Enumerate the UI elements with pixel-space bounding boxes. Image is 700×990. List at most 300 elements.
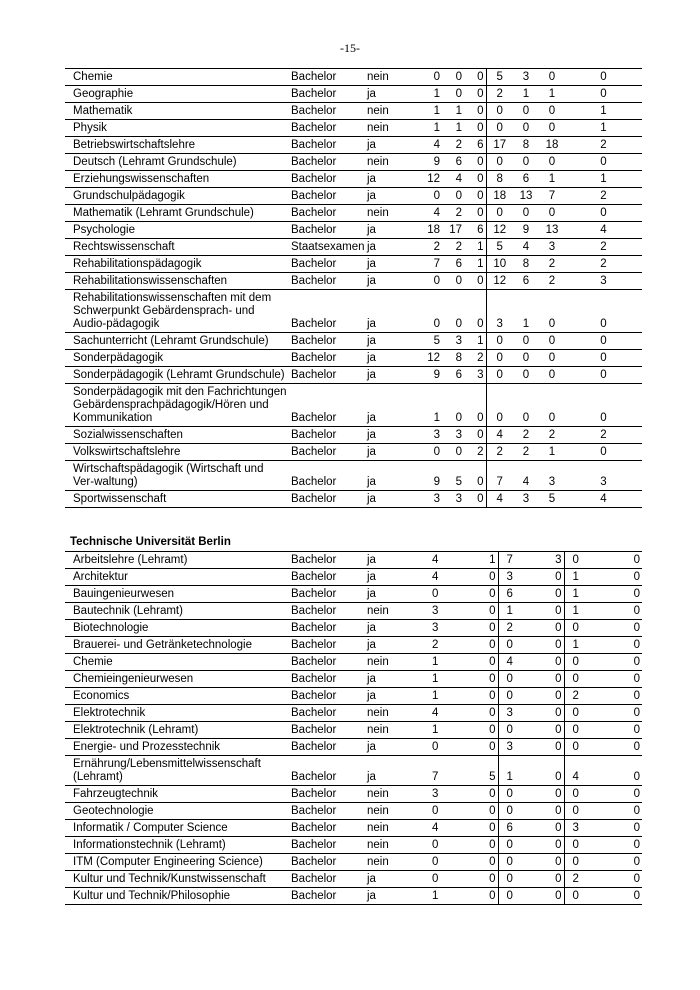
value-cell: 0 bbox=[552, 654, 564, 671]
value-cell: 0 bbox=[552, 854, 564, 871]
value-cell: 0 bbox=[455, 318, 462, 330]
flag-cell: ja bbox=[367, 318, 376, 330]
value-cell: 1 bbox=[522, 88, 530, 100]
value-cell: 1 bbox=[548, 446, 556, 458]
table-row bbox=[65, 273, 642, 290]
subject-cell: Architektur bbox=[73, 571, 128, 583]
table-row bbox=[65, 171, 642, 188]
value-cell: 8 bbox=[522, 139, 530, 151]
value-cell: 0 bbox=[552, 871, 564, 888]
value-cell: 13 bbox=[519, 190, 533, 202]
value-cell: 0 bbox=[600, 446, 607, 458]
value-cell: 0 bbox=[633, 873, 640, 885]
degree-cell: Bachelor bbox=[291, 207, 337, 219]
value-cell: 0 bbox=[600, 369, 607, 381]
value-cell: 4 bbox=[433, 139, 440, 151]
value-cell: 0 bbox=[552, 820, 564, 837]
value-cell: 0 bbox=[432, 805, 439, 817]
subject-cell: Chemieingenieurwesen bbox=[73, 673, 194, 685]
value-cell: 0 bbox=[486, 803, 498, 820]
value-cell: 0 bbox=[633, 788, 640, 800]
value-cell: 0 bbox=[506, 673, 513, 685]
table-row bbox=[65, 205, 642, 222]
value-cell: 0 bbox=[552, 756, 564, 786]
subject-cell: Chemie bbox=[73, 656, 113, 668]
value-cell: 0 bbox=[464, 154, 486, 171]
value-cell: 0 bbox=[548, 412, 556, 424]
degree-cell: Bachelor bbox=[291, 805, 337, 817]
value-cell: 0 bbox=[552, 888, 564, 905]
value-cell: 4 bbox=[522, 476, 530, 488]
value-cell: 6 bbox=[455, 156, 462, 168]
value-cell: 1 bbox=[572, 605, 579, 617]
value-cell: 2 bbox=[548, 258, 556, 270]
value-cell: 3 bbox=[506, 571, 513, 583]
subject-cell: Volkswirtschaftslehre bbox=[73, 446, 181, 458]
value-cell: 7 bbox=[496, 476, 503, 488]
subject-cell: Grundschulpädagogik bbox=[73, 190, 185, 202]
value-cell: 0 bbox=[486, 854, 498, 871]
value-cell: 18 bbox=[427, 224, 440, 236]
value-cell: 0 bbox=[464, 290, 486, 333]
value-cell: 4 bbox=[496, 429, 503, 441]
value-cell: 0 bbox=[552, 786, 564, 803]
value-cell: 9 bbox=[433, 156, 440, 168]
degree-cell: Bachelor bbox=[291, 258, 337, 270]
subject-cell: Erziehungswissenschaften bbox=[73, 173, 210, 185]
value-cell: 0 bbox=[486, 871, 498, 888]
table-row bbox=[65, 552, 642, 569]
value-cell: 0 bbox=[464, 427, 486, 444]
value-cell: 2 bbox=[548, 275, 556, 287]
value-cell: 6 bbox=[506, 588, 513, 600]
value-cell: 0 bbox=[464, 103, 486, 120]
value-cell: 3 bbox=[572, 822, 579, 834]
degree-cell: Staatsexamen bbox=[291, 241, 365, 253]
table-row bbox=[65, 871, 642, 888]
value-cell: 2 bbox=[572, 873, 579, 885]
value-cell: 0 bbox=[633, 724, 640, 736]
value-cell: 3 bbox=[496, 318, 503, 330]
degree-cell: Bachelor bbox=[291, 707, 337, 719]
flag-cell: nein bbox=[367, 724, 389, 736]
value-cell: 0 bbox=[572, 707, 579, 719]
value-cell: 3 bbox=[552, 552, 564, 569]
value-cell: 0 bbox=[506, 856, 513, 868]
value-cell: 0 bbox=[506, 639, 513, 651]
value-cell: 1 bbox=[522, 318, 530, 330]
value-cell: 0 bbox=[432, 856, 439, 868]
value-cell: 0 bbox=[548, 335, 556, 347]
value-cell: 1 bbox=[464, 333, 486, 350]
table-row bbox=[65, 222, 642, 239]
value-cell: 4 bbox=[432, 822, 439, 834]
table-row bbox=[65, 603, 642, 620]
value-cell: 7 bbox=[548, 190, 556, 202]
value-cell: 5 bbox=[486, 756, 498, 786]
value-cell: 6 bbox=[455, 258, 462, 270]
table-row bbox=[65, 239, 642, 256]
flag-cell: ja bbox=[367, 741, 376, 753]
table-row bbox=[65, 154, 642, 171]
value-cell: 1 bbox=[548, 173, 556, 185]
value-cell: 0 bbox=[486, 888, 498, 905]
degree-cell: Bachelor bbox=[291, 122, 337, 134]
value-cell: 6 bbox=[464, 137, 486, 154]
subject-cell: Deutsch (Lehramt Grundschule) bbox=[73, 156, 237, 168]
value-cell: 8 bbox=[455, 352, 462, 364]
value-cell: 4 bbox=[572, 771, 579, 783]
degree-cell: Bachelor bbox=[291, 724, 337, 736]
value-cell: 0 bbox=[522, 105, 530, 117]
degree-cell: Bachelor bbox=[291, 446, 337, 458]
value-cell: 1 bbox=[455, 122, 462, 134]
value-cell: 0 bbox=[552, 705, 564, 722]
subject-cell: Geographie bbox=[73, 88, 134, 100]
value-cell: 13 bbox=[545, 224, 559, 236]
value-cell: 1 bbox=[432, 656, 439, 668]
value-cell: 0 bbox=[506, 724, 513, 736]
value-cell: 0 bbox=[552, 722, 564, 739]
value-cell: 2 bbox=[522, 429, 530, 441]
value-cell: 0 bbox=[633, 805, 640, 817]
value-cell: 2 bbox=[600, 241, 607, 253]
flag-cell: nein bbox=[367, 105, 389, 117]
subject-cell: Rehabilitationswissenschaften mit dem Schwerpunkt Gebärdensprach- und Audio-pädagogik bbox=[73, 292, 272, 330]
subject-cell: Sozialwissenschaften bbox=[73, 429, 183, 441]
value-cell: 0 bbox=[486, 637, 498, 654]
value-cell: 0 bbox=[552, 637, 564, 654]
value-cell: 0 bbox=[633, 605, 640, 617]
table-row bbox=[65, 888, 642, 905]
value-cell: 0 bbox=[552, 803, 564, 820]
degree-cell: Bachelor bbox=[291, 71, 337, 83]
value-cell: 3 bbox=[548, 476, 556, 488]
value-cell: 0 bbox=[506, 690, 513, 702]
table-row bbox=[65, 384, 642, 427]
value-cell: 0 bbox=[506, 873, 513, 885]
flag-cell: ja bbox=[367, 241, 376, 253]
value-cell: 3 bbox=[455, 335, 462, 347]
flag-cell: nein bbox=[367, 122, 389, 134]
value-cell: 0 bbox=[433, 446, 440, 458]
subject-cell: Sportwissenschaft bbox=[73, 493, 167, 505]
value-cell: 8 bbox=[496, 173, 503, 185]
value-cell: 0 bbox=[572, 622, 579, 634]
degree-cell: Bachelor bbox=[291, 173, 337, 185]
value-cell: 0 bbox=[552, 569, 564, 586]
value-cell: 0 bbox=[455, 190, 462, 202]
value-cell: 0 bbox=[464, 205, 486, 222]
table-row bbox=[65, 444, 642, 461]
table-row bbox=[65, 256, 642, 273]
value-cell: 0 bbox=[548, 105, 556, 117]
value-cell: 12 bbox=[427, 352, 440, 364]
value-cell: 6 bbox=[455, 369, 462, 381]
value-cell: 4 bbox=[432, 707, 439, 719]
flag-cell: nein bbox=[367, 707, 389, 719]
flag-cell: ja bbox=[367, 446, 376, 458]
value-cell: 1 bbox=[600, 122, 607, 134]
flag-cell: ja bbox=[367, 88, 376, 100]
value-cell: 0 bbox=[572, 856, 579, 868]
value-cell: 9 bbox=[522, 224, 530, 236]
value-cell: 0 bbox=[548, 369, 556, 381]
value-cell: 0 bbox=[600, 335, 607, 347]
value-cell: 0 bbox=[522, 207, 530, 219]
subject-cell: Informationstechnik (Lehramt) bbox=[73, 839, 226, 851]
value-cell: 12 bbox=[427, 173, 440, 185]
value-cell: 0 bbox=[455, 71, 462, 83]
subject-cell: Ernährung/Lebensmittelwissenschaft (Lehramt) bbox=[73, 758, 261, 783]
subject-cell: Bauingenieurwesen bbox=[73, 588, 175, 600]
subject-cell: Wirtschaftspädagogik (Wirtschaft und Ver-waltung) bbox=[73, 463, 264, 488]
subject-cell: Sonderpädagogik mit den Fachrichtungen Gebärdensprachpädagogik/Hören und Kommunikation bbox=[73, 386, 287, 424]
value-cell: 0 bbox=[572, 788, 579, 800]
subject-cell: Mathematik (Lehramt Grundschule) bbox=[73, 207, 254, 219]
value-cell: 1 bbox=[572, 588, 579, 600]
value-cell: 2 bbox=[572, 690, 579, 702]
value-cell: 0 bbox=[496, 122, 503, 134]
value-cell: 0 bbox=[464, 384, 486, 427]
statistics-table-upper bbox=[65, 68, 642, 508]
value-cell: 4 bbox=[506, 656, 513, 668]
value-cell: 0 bbox=[433, 71, 440, 83]
value-cell: 0 bbox=[572, 554, 579, 566]
value-cell: 0 bbox=[496, 335, 503, 347]
value-cell: 0 bbox=[455, 412, 462, 424]
value-cell: 0 bbox=[506, 788, 513, 800]
value-cell: 1 bbox=[433, 88, 440, 100]
value-cell: 0 bbox=[486, 586, 498, 603]
value-cell: 4 bbox=[432, 571, 439, 583]
table-row bbox=[65, 188, 642, 205]
value-cell: 0 bbox=[600, 318, 607, 330]
table-row bbox=[65, 586, 642, 603]
value-cell: 1 bbox=[464, 256, 486, 273]
value-cell: 2 bbox=[496, 446, 503, 458]
value-cell: 12 bbox=[493, 224, 507, 236]
value-cell: 3 bbox=[432, 788, 439, 800]
flag-cell: ja bbox=[367, 554, 376, 566]
value-cell: 0 bbox=[633, 822, 640, 834]
value-cell: 3 bbox=[506, 707, 513, 719]
degree-cell: Bachelor bbox=[291, 605, 337, 617]
value-cell: 0 bbox=[455, 275, 462, 287]
value-cell: 9 bbox=[433, 476, 440, 488]
table-row bbox=[65, 367, 642, 384]
value-cell: 0 bbox=[633, 656, 640, 668]
value-cell: 0 bbox=[552, 739, 564, 756]
value-cell: 18 bbox=[493, 190, 507, 202]
subject-cell: Rehabilitationspädagogik bbox=[73, 258, 202, 270]
value-cell: 0 bbox=[486, 654, 498, 671]
table-row bbox=[65, 705, 642, 722]
flag-cell: nein bbox=[367, 71, 389, 83]
flag-cell: ja bbox=[367, 224, 376, 236]
table-row bbox=[65, 491, 642, 508]
value-cell: 0 bbox=[486, 620, 498, 637]
value-cell: 0 bbox=[506, 805, 513, 817]
value-cell: 5 bbox=[548, 493, 556, 505]
table-row bbox=[65, 137, 642, 154]
value-cell: 0 bbox=[552, 688, 564, 705]
value-cell: 0 bbox=[548, 71, 556, 83]
value-cell: 2 bbox=[455, 207, 462, 219]
value-cell: 2 bbox=[600, 258, 607, 270]
degree-cell: Bachelor bbox=[291, 822, 337, 834]
value-cell: 0 bbox=[486, 739, 498, 756]
degree-cell: Bachelor bbox=[291, 318, 337, 330]
value-cell: 4 bbox=[433, 207, 440, 219]
value-cell: 1 bbox=[432, 890, 439, 902]
value-cell: 2 bbox=[600, 139, 607, 151]
degree-cell: Bachelor bbox=[291, 771, 337, 783]
flag-cell: nein bbox=[367, 839, 389, 851]
value-cell: 0 bbox=[432, 588, 439, 600]
flag-cell: nein bbox=[367, 207, 389, 219]
value-cell: 4 bbox=[522, 241, 530, 253]
value-cell: 0 bbox=[633, 856, 640, 868]
table-row bbox=[65, 620, 642, 637]
value-cell: 2 bbox=[600, 429, 607, 441]
flag-cell: ja bbox=[367, 173, 376, 185]
flag-cell: ja bbox=[367, 369, 376, 381]
degree-cell: Bachelor bbox=[291, 656, 337, 668]
degree-cell: Bachelor bbox=[291, 412, 337, 424]
value-cell: 0 bbox=[633, 673, 640, 685]
value-cell: 0 bbox=[548, 122, 556, 134]
value-cell: 8 bbox=[522, 258, 530, 270]
flag-cell: ja bbox=[367, 890, 376, 902]
value-cell: 6 bbox=[464, 222, 486, 239]
flag-cell: ja bbox=[367, 190, 376, 202]
value-cell: 0 bbox=[548, 156, 556, 168]
table-row bbox=[65, 837, 642, 854]
value-cell: 2 bbox=[548, 429, 556, 441]
degree-cell: Bachelor bbox=[291, 571, 337, 583]
value-cell: 0 bbox=[633, 741, 640, 753]
flag-cell: ja bbox=[367, 690, 376, 702]
degree-cell: Bachelor bbox=[291, 588, 337, 600]
flag-cell: ja bbox=[367, 275, 376, 287]
degree-cell: Bachelor bbox=[291, 156, 337, 168]
degree-cell: Bachelor bbox=[291, 369, 337, 381]
value-cell: 3 bbox=[464, 367, 486, 384]
value-cell: 0 bbox=[522, 335, 530, 347]
value-cell: 2 bbox=[506, 622, 513, 634]
value-cell: 10 bbox=[493, 258, 507, 270]
value-cell: 1 bbox=[600, 105, 607, 117]
flag-cell: nein bbox=[367, 656, 389, 668]
table-row bbox=[65, 427, 642, 444]
value-cell: 5 bbox=[496, 241, 503, 253]
value-cell: 1 bbox=[432, 724, 439, 736]
value-cell: 0 bbox=[633, 639, 640, 651]
value-cell: 3 bbox=[433, 493, 440, 505]
value-cell: 0 bbox=[600, 88, 607, 100]
table-row bbox=[65, 290, 642, 333]
section-heading: Technische Universität Berlin bbox=[70, 536, 231, 548]
subject-cell: Betriebswirtschaftslehre bbox=[73, 139, 196, 151]
value-cell: 0 bbox=[633, 771, 640, 783]
value-cell: 0 bbox=[522, 352, 530, 364]
subject-cell: Fahrzeugtechnik bbox=[73, 788, 159, 800]
value-cell: 0 bbox=[522, 156, 530, 168]
degree-cell: Bachelor bbox=[291, 275, 337, 287]
value-cell: 3 bbox=[432, 622, 439, 634]
subject-cell: Economics bbox=[73, 690, 130, 702]
flag-cell: ja bbox=[367, 771, 376, 783]
value-cell: 0 bbox=[455, 446, 462, 458]
subject-cell: Sachunterricht (Lehramt Grundschule) bbox=[73, 335, 269, 347]
value-cell: 6 bbox=[522, 275, 530, 287]
value-cell: 1 bbox=[432, 690, 439, 702]
value-cell: 0 bbox=[548, 352, 556, 364]
flag-cell: nein bbox=[367, 788, 389, 800]
value-cell: 0 bbox=[633, 588, 640, 600]
value-cell: 5 bbox=[455, 476, 462, 488]
value-cell: 0 bbox=[600, 352, 607, 364]
value-cell: 2 bbox=[464, 444, 486, 461]
value-cell: 3 bbox=[433, 429, 440, 441]
subject-cell: Rehabilitationswissenschaften bbox=[73, 275, 228, 287]
degree-cell: Bachelor bbox=[291, 88, 337, 100]
flag-cell: ja bbox=[367, 622, 376, 634]
value-cell: 0 bbox=[486, 569, 498, 586]
value-cell: 0 bbox=[548, 207, 556, 219]
value-cell: 0 bbox=[464, 86, 486, 103]
value-cell: 2 bbox=[522, 446, 530, 458]
degree-cell: Bachelor bbox=[291, 476, 337, 488]
value-cell: 0 bbox=[496, 369, 503, 381]
value-cell: 0 bbox=[464, 273, 486, 290]
subject-cell: Kultur und Technik/Philosophie bbox=[73, 890, 231, 902]
value-cell: 0 bbox=[464, 188, 486, 205]
value-cell: 2 bbox=[464, 350, 486, 367]
table-row bbox=[65, 803, 642, 820]
degree-cell: Bachelor bbox=[291, 873, 337, 885]
value-cell: 6 bbox=[506, 822, 513, 834]
flag-cell: ja bbox=[367, 476, 376, 488]
value-cell: 0 bbox=[464, 120, 486, 137]
table-row bbox=[65, 688, 642, 705]
page-number: -15- bbox=[340, 41, 360, 55]
value-cell: 3 bbox=[600, 476, 607, 488]
value-cell: 0 bbox=[633, 839, 640, 851]
value-cell: 0 bbox=[464, 171, 486, 188]
value-cell: 1 bbox=[572, 639, 579, 651]
value-cell: 0 bbox=[455, 88, 462, 100]
table-row bbox=[65, 637, 642, 654]
flag-cell: ja bbox=[367, 493, 376, 505]
subject-cell: Brauerei- und Getränketechnologie bbox=[73, 639, 253, 651]
subject-cell: Psychologie bbox=[73, 224, 136, 236]
value-cell: 2 bbox=[600, 190, 607, 202]
value-cell: 4 bbox=[496, 493, 503, 505]
table-row bbox=[65, 86, 642, 103]
value-cell: 2 bbox=[455, 241, 462, 253]
flag-cell: ja bbox=[367, 412, 376, 424]
value-cell: 0 bbox=[486, 722, 498, 739]
subject-cell: Elektrotechnik (Lehramt) bbox=[73, 724, 199, 736]
value-cell: 3 bbox=[548, 241, 556, 253]
value-cell: 0 bbox=[572, 741, 579, 753]
value-cell: 0 bbox=[464, 461, 486, 491]
value-cell: 0 bbox=[486, 671, 498, 688]
flag-cell: nein bbox=[367, 822, 389, 834]
value-cell: 0 bbox=[486, 603, 498, 620]
